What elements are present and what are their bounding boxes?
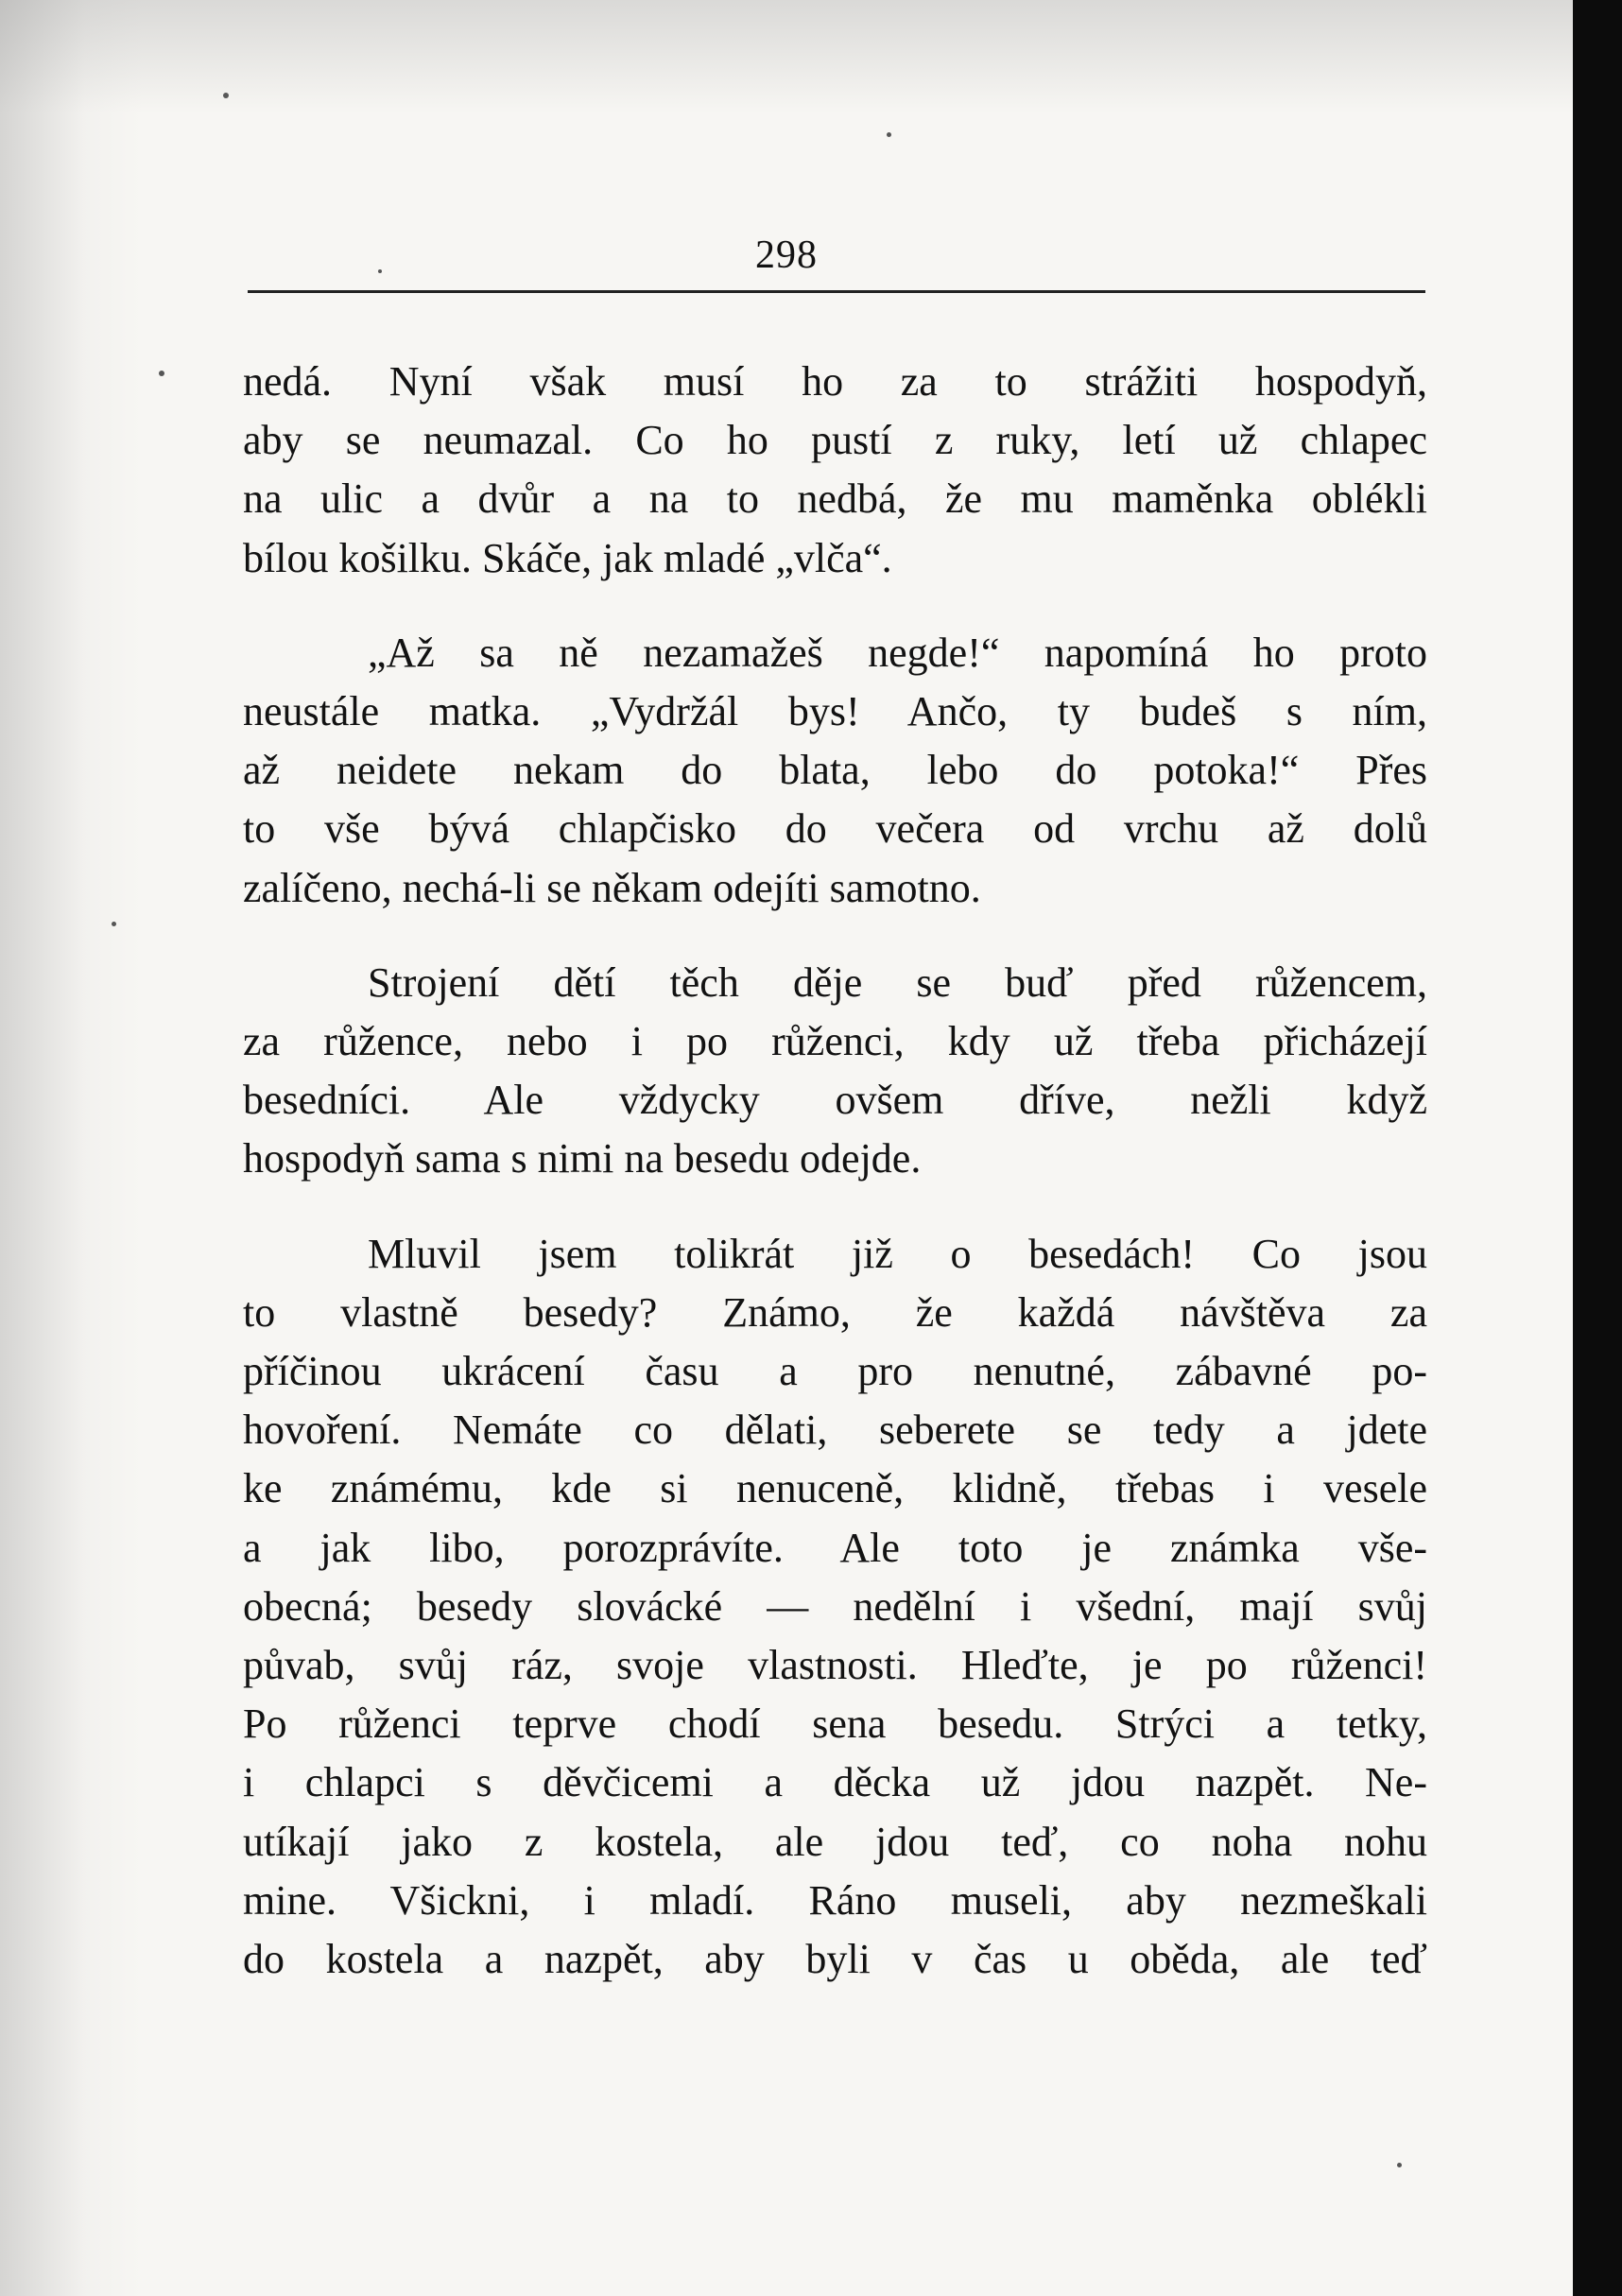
text-line: to vše bývá chlapčisko do večera od vrchu až dolů [243,805,1427,853]
print-speck [887,132,891,137]
text-line: až neidete nekam do blata, lebo do potoka!“ Přes [243,747,1427,794]
text-line: půvab, svůj ráz, svoje vlastnosti. Hleďte, je po růženci! [243,1642,1427,1689]
paragraph [243,624,1427,918]
print-speck [223,93,229,98]
text-line: do kostela a nazpět, aby byli v čas u oběda, ale teď [243,1936,1427,1983]
text-line: za růžence, nebo i po růženci, kdy už třeba přicházejí [243,1018,1427,1065]
text-line: ke známému, kde si nenuceně, klidně, třebas i vesele [243,1465,1427,1512]
text-line: a jak libo, porozprávíte. Ale toto je známka vše- [243,1524,1427,1571]
text-line: zalíčeno, nechá-li se někam odejíti samotno. [243,864,981,911]
header-rule [248,290,1425,293]
text-line: aby se neumazal. Co ho pustí z ruky, letí už chlapec [243,417,1427,464]
text-line: mine. Všickni, i mladí. Ráno museli, aby nezmeškali [243,1876,1427,1924]
text-line: Mluvil jsem tolikrát již o besedách! Co jsou [368,1230,1427,1277]
text-line: utíkají jako z kostela, ale jdou teď, co noha nohu [243,1818,1427,1865]
print-speck [1397,2163,1402,2167]
text-line: Po růženci teprve chodí sena besedu. Strýci a tetky, [243,1700,1427,1748]
text-line: hospodyň sama s nimi na besedu odejde. [243,1135,922,1183]
text-line: to vlastně besedy? Známo, že každá návštěva za [243,1288,1427,1336]
scan-binding-edge [1573,0,1622,2296]
page-number: 298 [755,233,818,277]
text-line: i chlapci s děvčicemi a děcka už jdou nazpět. Ne- [243,1759,1427,1806]
text-line: hovoření. Nemáte co dělati, seberete se tedy a jdete [243,1407,1427,1454]
text-line: bílou košilku. Skáče, jak mladé „vlča“. [243,534,892,581]
text-line: příčinou ukrácení času a pro nenutné, zábavné po- [243,1348,1427,1395]
text-line: „Až sa ně nezamažeš negde!“ napomíná ho proto [368,629,1427,676]
paragraph [243,353,1427,588]
print-speck [159,371,164,376]
body-text [243,353,1427,1989]
print-speck [112,922,116,926]
text-line: besedníci. Ale vždycky ovšem dříve, nežli když [243,1077,1427,1124]
text-line: obecná; besedy slovácké — nedělní i všední, mají svůj [243,1582,1427,1630]
text-line: na ulic a dvůr a na to nedbá, že mu maměnka oblékli [243,475,1427,523]
text-line: neustále matka. „Vydržál bys! Ančo, ty budeš s ním, [243,688,1427,735]
paragraph [243,1225,1427,1990]
text-line: nedá. Nyní však musí ho za to strážiti hospodyň, [243,358,1427,405]
text-line: Strojení dětí těch děje se buď před růžencem, [368,958,1427,1006]
paragraph [243,954,1427,1189]
